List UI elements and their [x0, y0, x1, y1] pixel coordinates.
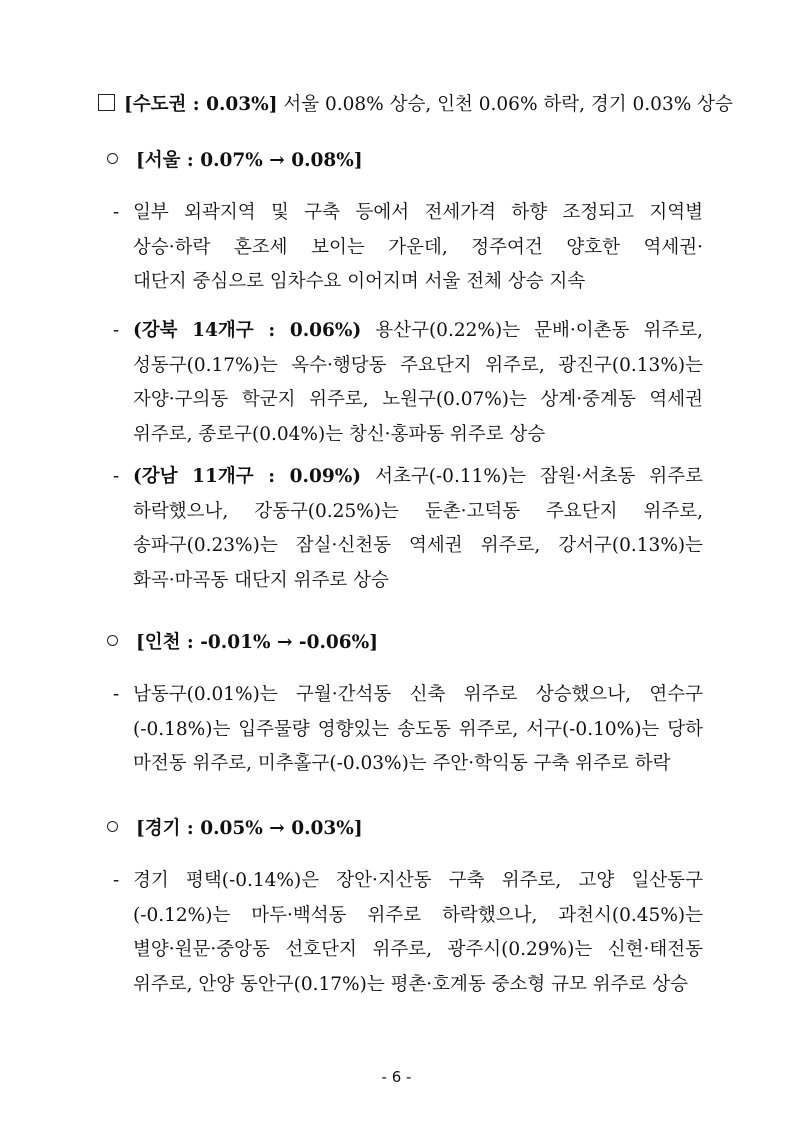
seoul-item-gangbuk [113, 314, 703, 452]
paragraph-line: 경기 평택(-0.14%)은 장안·지산동 구축 위주로, 고양 일산동구 [133, 870, 703, 891]
section-title: [경기 : 0.05% → 0.03%] [136, 818, 363, 839]
paragraph-line: 상승·하락 혼조세 보이는 가운데, 정주여건 양호한 역세권· [133, 236, 703, 258]
dash-bullet: - [113, 202, 120, 223]
item-label: (강북 14개구 : 0.06%) [133, 320, 362, 341]
dash-bullet: - [113, 466, 120, 487]
section-title: [인천 : -0.01% → -0.06%] [136, 632, 378, 653]
paragraph-line: 성동구(0.17%)는 옥수·행당동 주요단지 위주로, 광진구(0.13%)는 [133, 354, 703, 376]
incheon-item [113, 678, 703, 782]
paragraph-line: 대단지 중심으로 임차수요 이어지며 서울 전체 상승 지속 [133, 271, 586, 292]
paragraph-line: 남동구(0.01%)는 구월·간석동 신축 위주로 상승했으나, 연수구 [133, 684, 703, 705]
section-incheon-heading [107, 630, 378, 656]
paragraph-line: 별양·원문·중앙동 선호단지 위주로, 광주시(0.29%)는 신현·태전동 [133, 939, 703, 960]
paragraph-line: 서초구(-0.11%)는 잠원·서초동 위주로 [361, 466, 703, 487]
item-label: (강남 11개구 : 0.09%) [133, 466, 362, 487]
section-title: [서울 : 0.07% → 0.08%] [136, 150, 363, 171]
metro-summary-text: 서울 0.08% 상승, 인천 0.06% 하락, 경기 0.03% 상승 [277, 94, 733, 115]
dash-bullet: - [113, 870, 120, 891]
paragraph-line: (-0.18%)는 입주물량 영향있는 송도동 위주로, 서구(-0.10%)는 당하 [133, 718, 703, 740]
paragraph-line: 마전동 위주로, 미추홀구(-0.03%)는 주안·학익동 구축 위주로 하락 [133, 753, 671, 774]
page-number: - 6 - [381, 1068, 412, 1086]
paragraph-line: 일부 외곽지역 및 구축 등에서 전세가격 하향 조정되고 지역별 [133, 202, 703, 223]
paragraph-line: 송파구(0.23%)는 잠실·신천동 역세권 위주로, 강서구(0.13%)는 [133, 535, 703, 556]
metro-summary-label: [수도권 : 0.03%] [124, 94, 278, 115]
seoul-item-general [113, 196, 703, 300]
paragraph-line: 위주로, 종로구(0.04%)는 창신·홍파동 위주로 상승 [133, 423, 546, 445]
paragraph-line: 용산구(0.22%)는 문배·이촌동 위주로, [361, 320, 703, 341]
paragraph-line: 위주로, 안양 동안구(0.17%)는 평촌·호계동 중소형 규모 위주로 상승 [133, 973, 689, 995]
bullet-circle-icon [107, 635, 118, 646]
paragraph-line: (-0.12%)는 마두·백석동 위주로 하락했으나, 과천시(0.45%)는 [133, 904, 703, 926]
seoul-item-gangnam [113, 460, 703, 598]
metro-summary-heading [98, 92, 748, 118]
paragraph-line: 화곡·마곡동 대단지 위주로 상승 [133, 569, 389, 591]
gyeonggi-item [113, 864, 703, 1002]
section-gyeonggi-heading [107, 816, 363, 842]
paragraph-line: 자양·구의동 학군지 위주로, 노원구(0.07%)는 상계·중계동 역세권 [133, 389, 703, 410]
bullet-circle-icon [107, 821, 118, 832]
bullet-circle-icon [107, 153, 118, 164]
paragraph-line: 하락했으나, 강동구(0.25%)는 둔촌·고덕동 주요단지 위주로, [133, 500, 703, 522]
checkbox-square-icon [98, 94, 115, 111]
dash-bullet: - [113, 684, 120, 705]
dash-bullet: - [113, 320, 120, 341]
section-seoul-heading [107, 148, 363, 174]
